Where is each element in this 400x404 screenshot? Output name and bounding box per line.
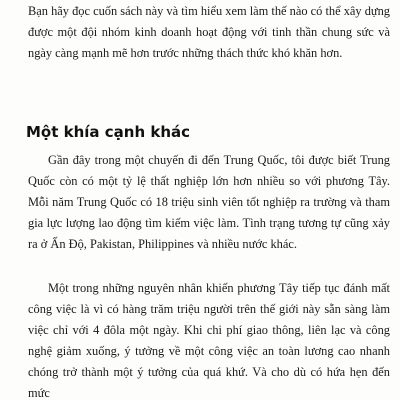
section-heading: Một khía cạnh khác <box>26 123 191 141</box>
intro-paragraph: Bạn hãy đọc cuốn sách này và tìm hiểu xem làm thế nào có thể xây dựng được một đội nhóm kinh doanh hoạt động với tinh thần chung sức và ngày càng mạnh mẽ hơn trước những thách thức khó khăn hơn. <box>28 4 390 60</box>
body-paragraph-china: Gần đây trong một chuyến đi đến Trung Quốc, tôi được biết Trung Quốc còn có một tỷ lệ thất nghiệp lớn hơn nhiều so với phương Tây. Mỗi năm Trung Quốc có 18 triệu sinh viên tốt nghiệp ra trường và tham gia lực lượng lao động tìm kiếm việc làm. Tình trạng tương tự cũng xảy ra ở Ấn Độ, Pakistan, Philippines và nhiều nước khác. <box>28 153 390 251</box>
body-paragraph-jobs: Một trong những nguyên nhân khiến phương Tây tiếp tục đánh mất công việc là vì có hàng trăm triệu người trên thế giới này sẵn sàng làm việc chỉ với 4 đôla một ngày. Khi chi phí giao thông, liên lạc và công nghệ giảm xuống, ý tưởng về một công việc an toàn lương cao nhanh chóng trở thành một ý tưởng của quá khứ. Và cho dù có hứa hẹn đến mức <box>28 281 390 400</box>
